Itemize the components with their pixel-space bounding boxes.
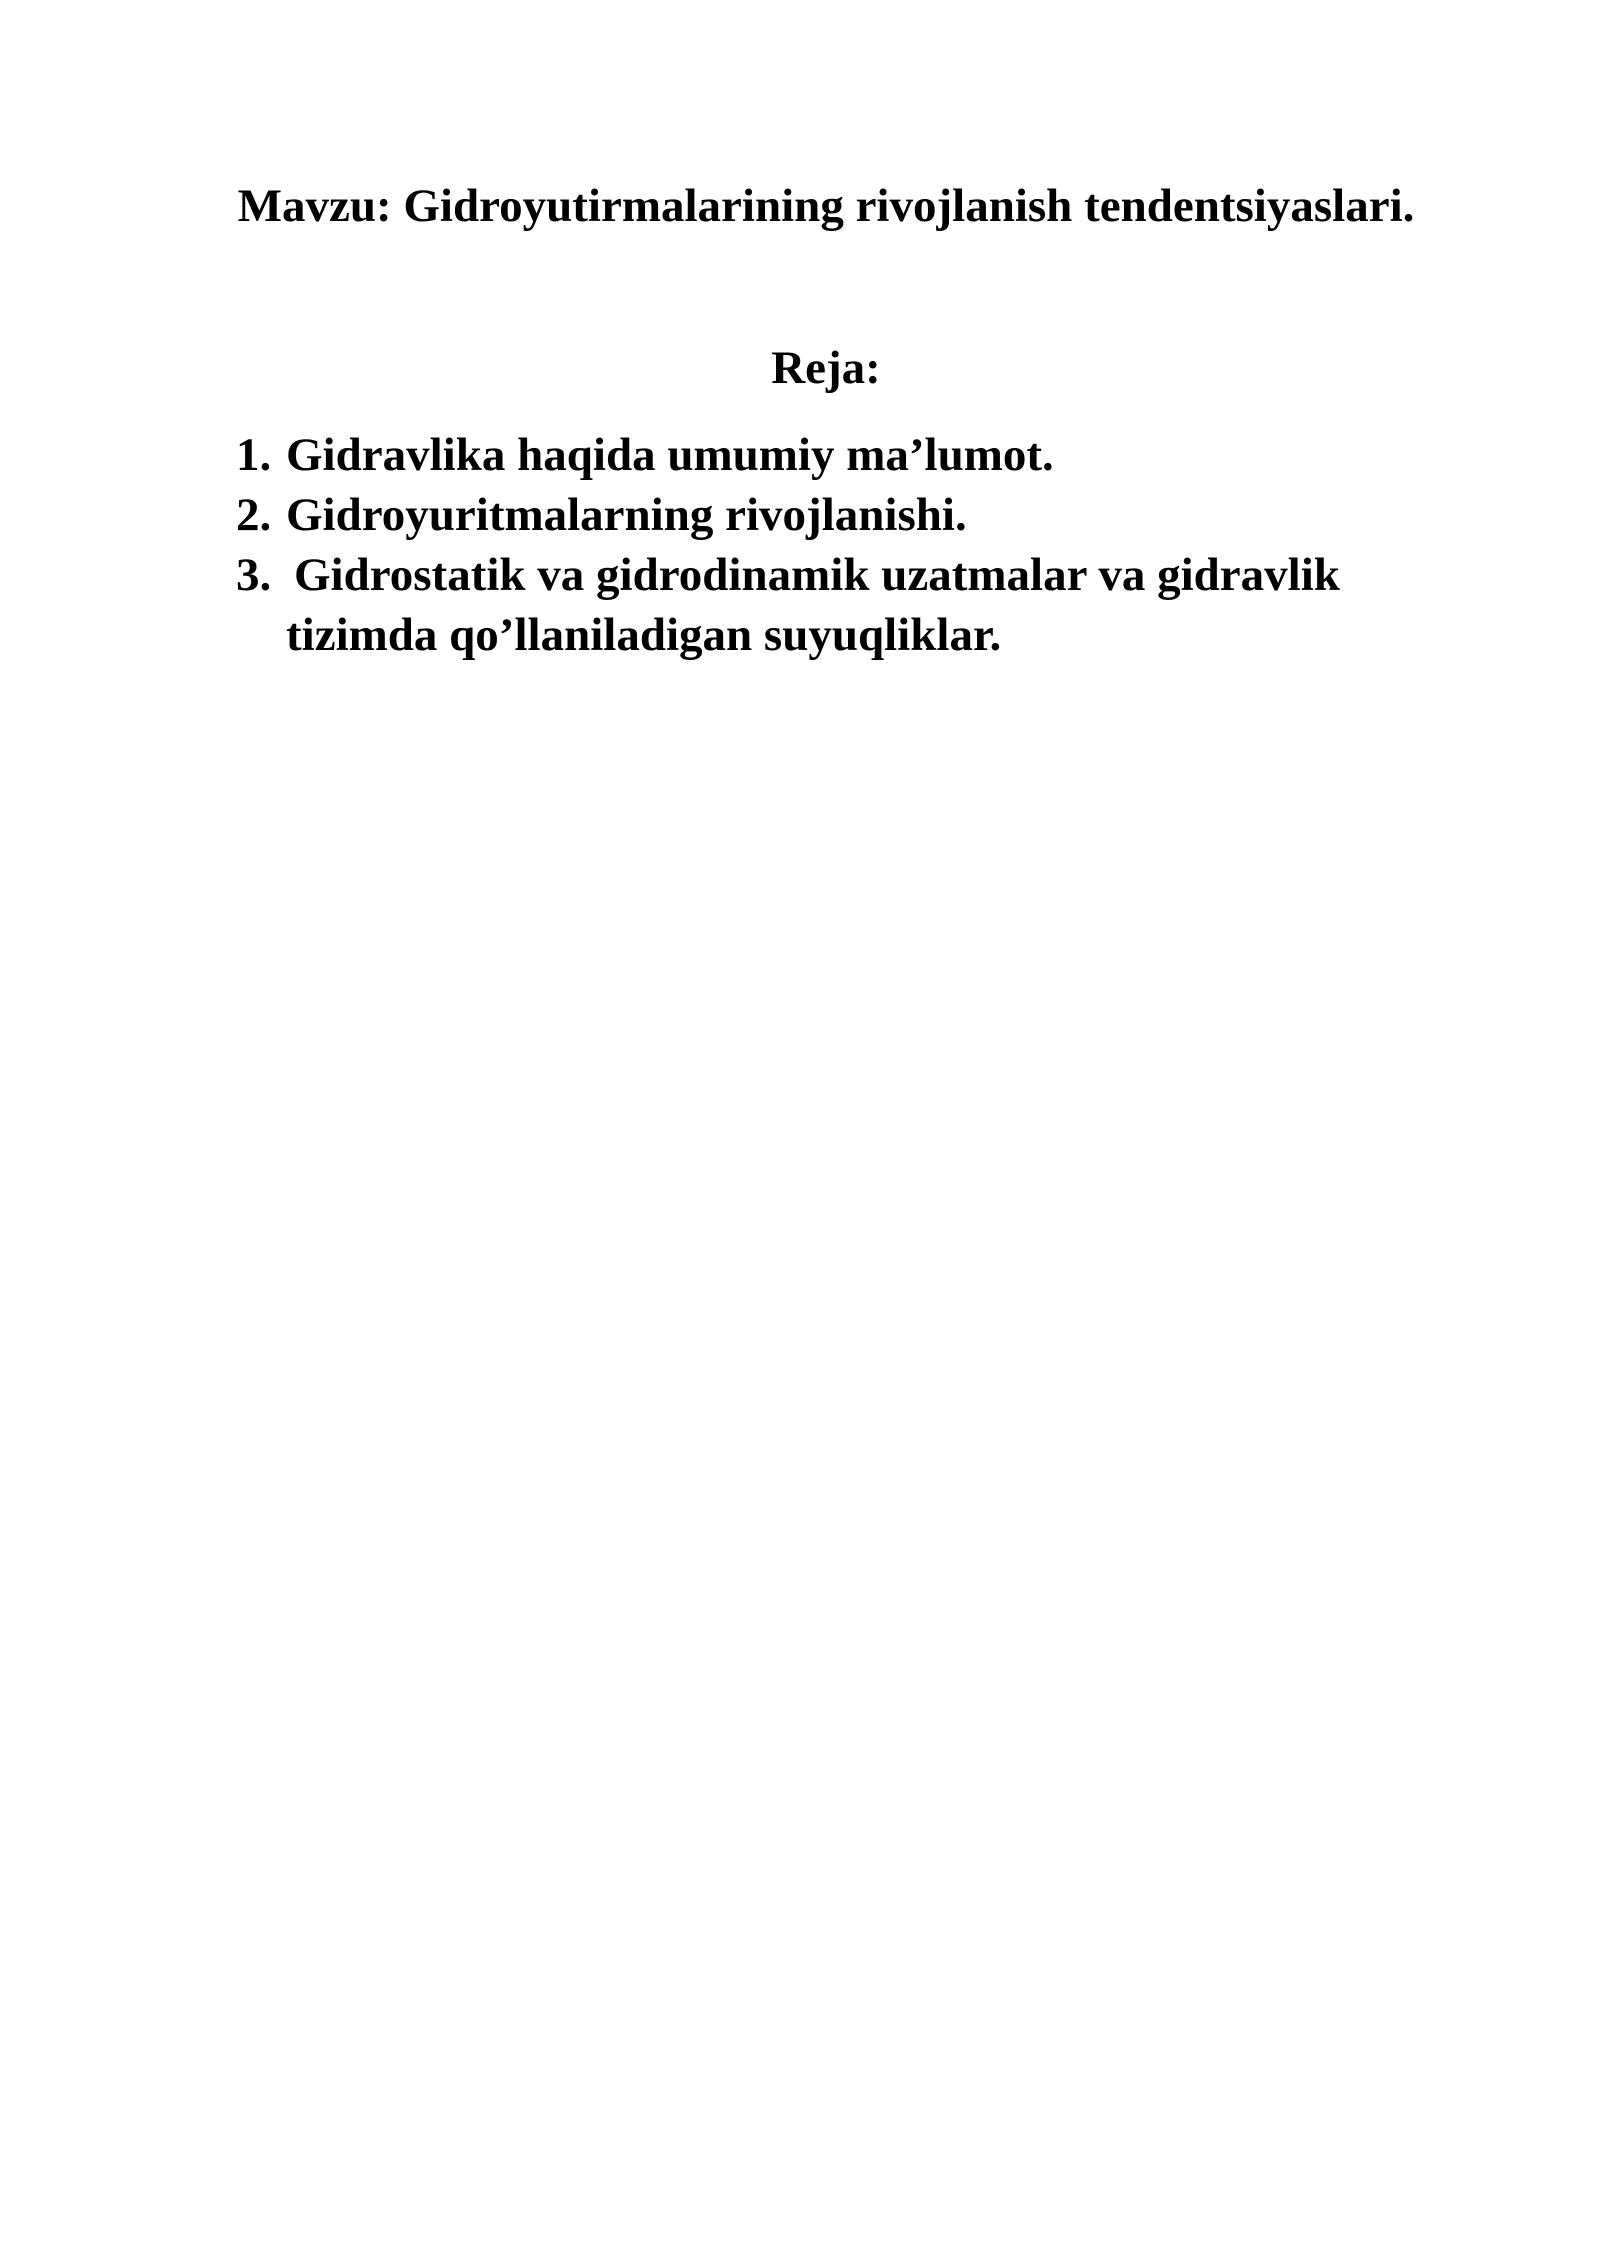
plan-heading: Reja: [771, 342, 881, 394]
plan-item-text-line-2: tizimda qo’llaniladigan suyuqliklar. [286, 609, 1002, 661]
plan-item-3 [236, 545, 1436, 665]
plan-item-text: Gidravlika haqida umumiy ma’lumot. [286, 429, 1054, 481]
plan-item-2 [236, 485, 1436, 545]
plan-item-number: 2. [236, 489, 272, 541]
plan-item-number: 3. [236, 549, 272, 601]
plan-list [236, 425, 1436, 665]
plan-item-text [286, 545, 1416, 665]
plan-item-1 [236, 425, 1436, 485]
document-title: Mavzu: Gidroyutirmalarining rivojlanish tendentsiyaslari. [237, 180, 1415, 232]
plan-item-text-line-1: Gidrostatik va gidrodinamik uzatmalar va gidravlik [294, 549, 1340, 601]
plan-item-text: Gidroyuritmalarning rivojlanishi. [286, 489, 967, 541]
plan-item-number: 1. [236, 429, 272, 481]
